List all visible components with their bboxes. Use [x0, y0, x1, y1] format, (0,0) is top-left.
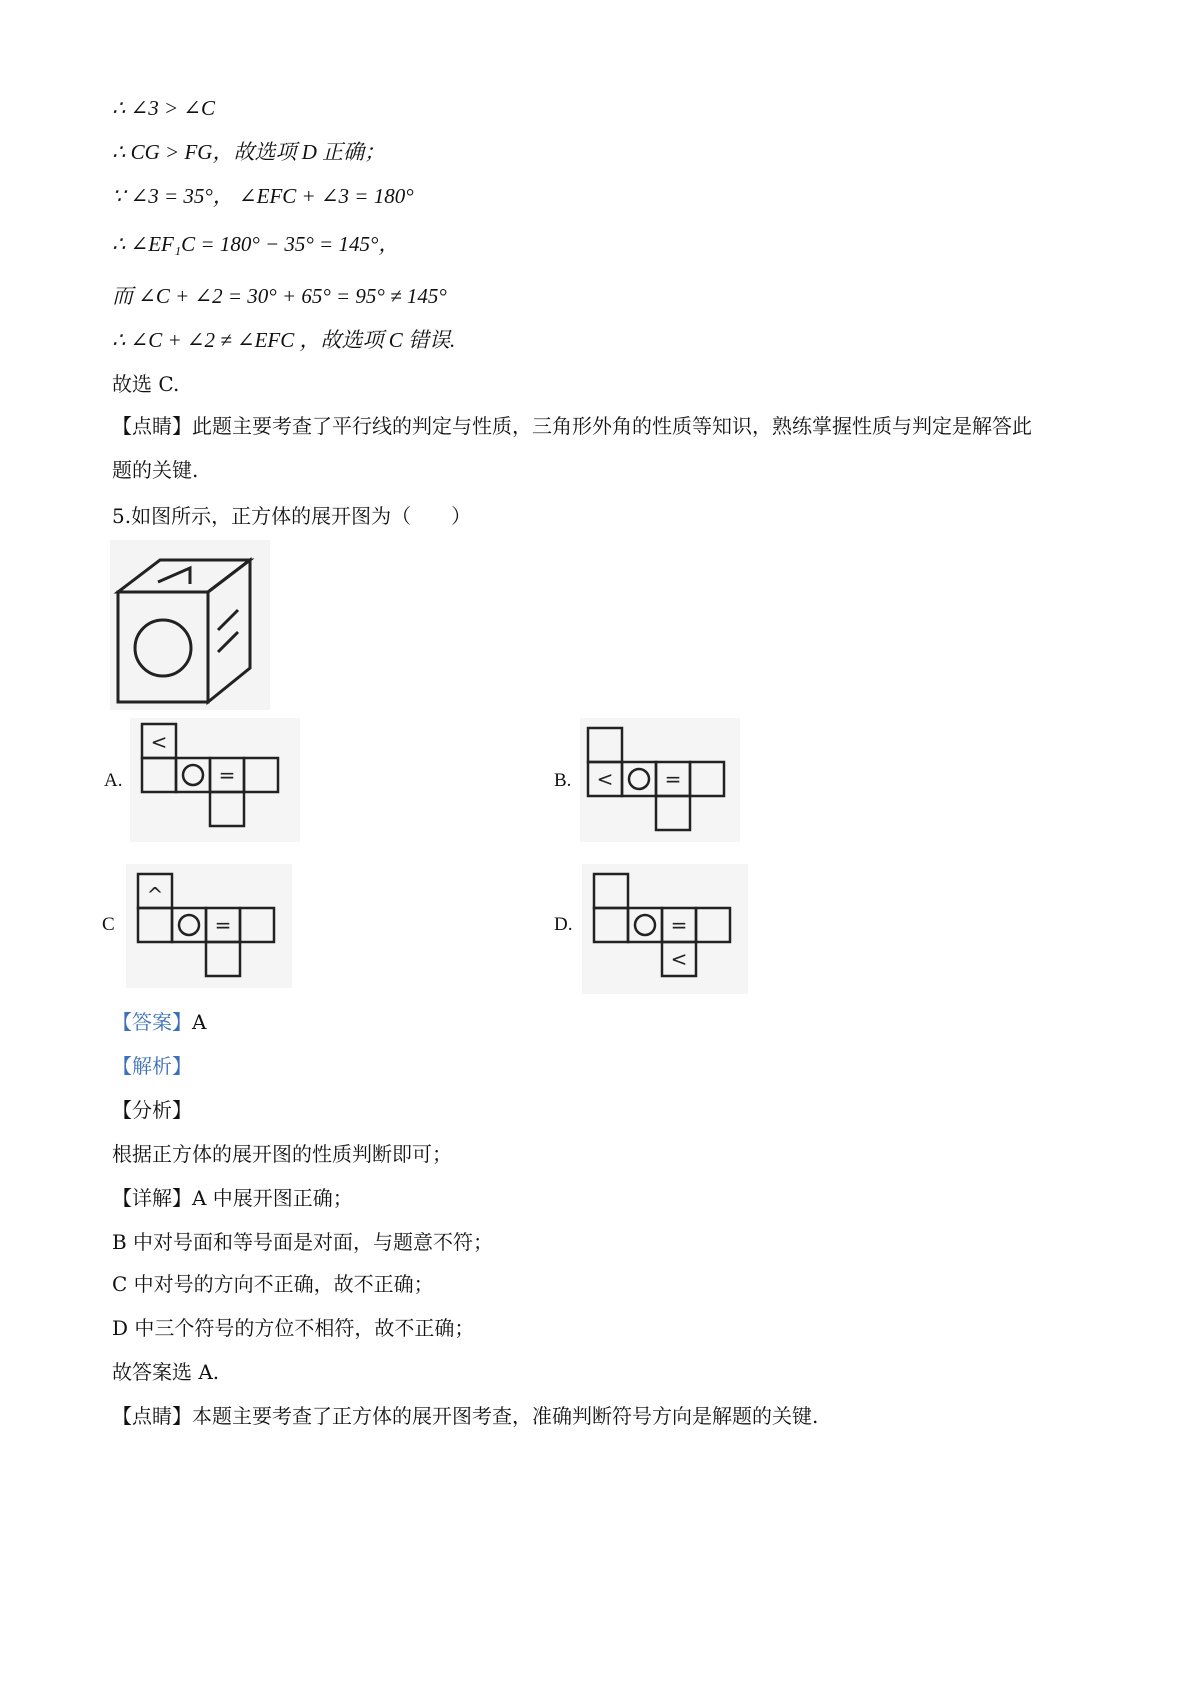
question-5: 5.如图所示，正方体的展开图为（ ） [112, 504, 472, 528]
line-5: 而 ∠C + ∠2 = 30° + 65° = 95° ≠ 145° [112, 284, 447, 308]
option-b-lt-symbol: < [596, 767, 614, 791]
note-line: 【点睛】本题主要考查了正方体的展开图考查，准确判断符号方向是解题的关键. [112, 1404, 819, 1428]
detail-d-line: D 中三个符号的方位不相符，故不正确； [112, 1316, 475, 1340]
option-a-lt-symbol: < [150, 730, 168, 754]
option-b-label: B. [554, 770, 572, 791]
option-c-eq-symbol: = [214, 913, 232, 937]
option-b-eq-symbol: = [664, 767, 682, 791]
line-6: ∴ ∠C + ∠2 ≠ ∠EFC ，故选项 C 错误. [112, 328, 456, 352]
detail-line: 【详解】A 中展开图正确； [112, 1186, 353, 1210]
option-c-caret-symbol: ^ [146, 883, 164, 907]
cube-figure [110, 540, 270, 710]
note-line-1: 【点睛】此题主要考查了平行线的判定与性质，三角形外角的性质等知识，熟练掌握性质与判定是解答此 [112, 414, 1032, 438]
answer-line [112, 1008, 206, 1036]
option-d-net [582, 864, 748, 994]
line-7: 故选 C. [112, 372, 180, 396]
line-2: ∴ CG > FG，故选项 D 正确； [112, 140, 386, 164]
option-c-net [126, 864, 292, 988]
answer-label: 【答案】 [112, 1010, 192, 1034]
line-1: ∴ ∠3 > ∠C [112, 96, 215, 120]
line-4: ∴ ∠EF₁C = 180° − 35° = 145°， [112, 232, 400, 256]
analysis-label: 【解析】 [112, 1054, 192, 1078]
note-line-2: 题的关键. [112, 458, 199, 482]
option-b-net [580, 718, 740, 842]
line-3: ∵ ∠3 = 35°， ∠EFC + ∠3 = 180° [112, 184, 414, 208]
answer-value: A [192, 1010, 207, 1034]
detail-c-line: C 中对号的方向不正确，故不正确； [112, 1272, 434, 1296]
option-a-label: A. [104, 770, 123, 791]
option-c-label: C [102, 914, 115, 935]
detail-b-line: B 中对号面和等号面是对面，与题意不符； [112, 1230, 494, 1254]
option-a-net [130, 718, 300, 842]
option-d-label: D. [554, 914, 573, 935]
conclusion-line: 故答案选 A. [112, 1360, 220, 1384]
fenxi-label: 【分析】 [112, 1098, 192, 1122]
option-d-eq-symbol: = [670, 913, 688, 937]
option-a-eq-symbol: = [218, 763, 236, 787]
basis-line: 根据正方体的展开图的性质判断即可； [112, 1142, 452, 1166]
option-d-lt-symbol: < [670, 947, 688, 971]
